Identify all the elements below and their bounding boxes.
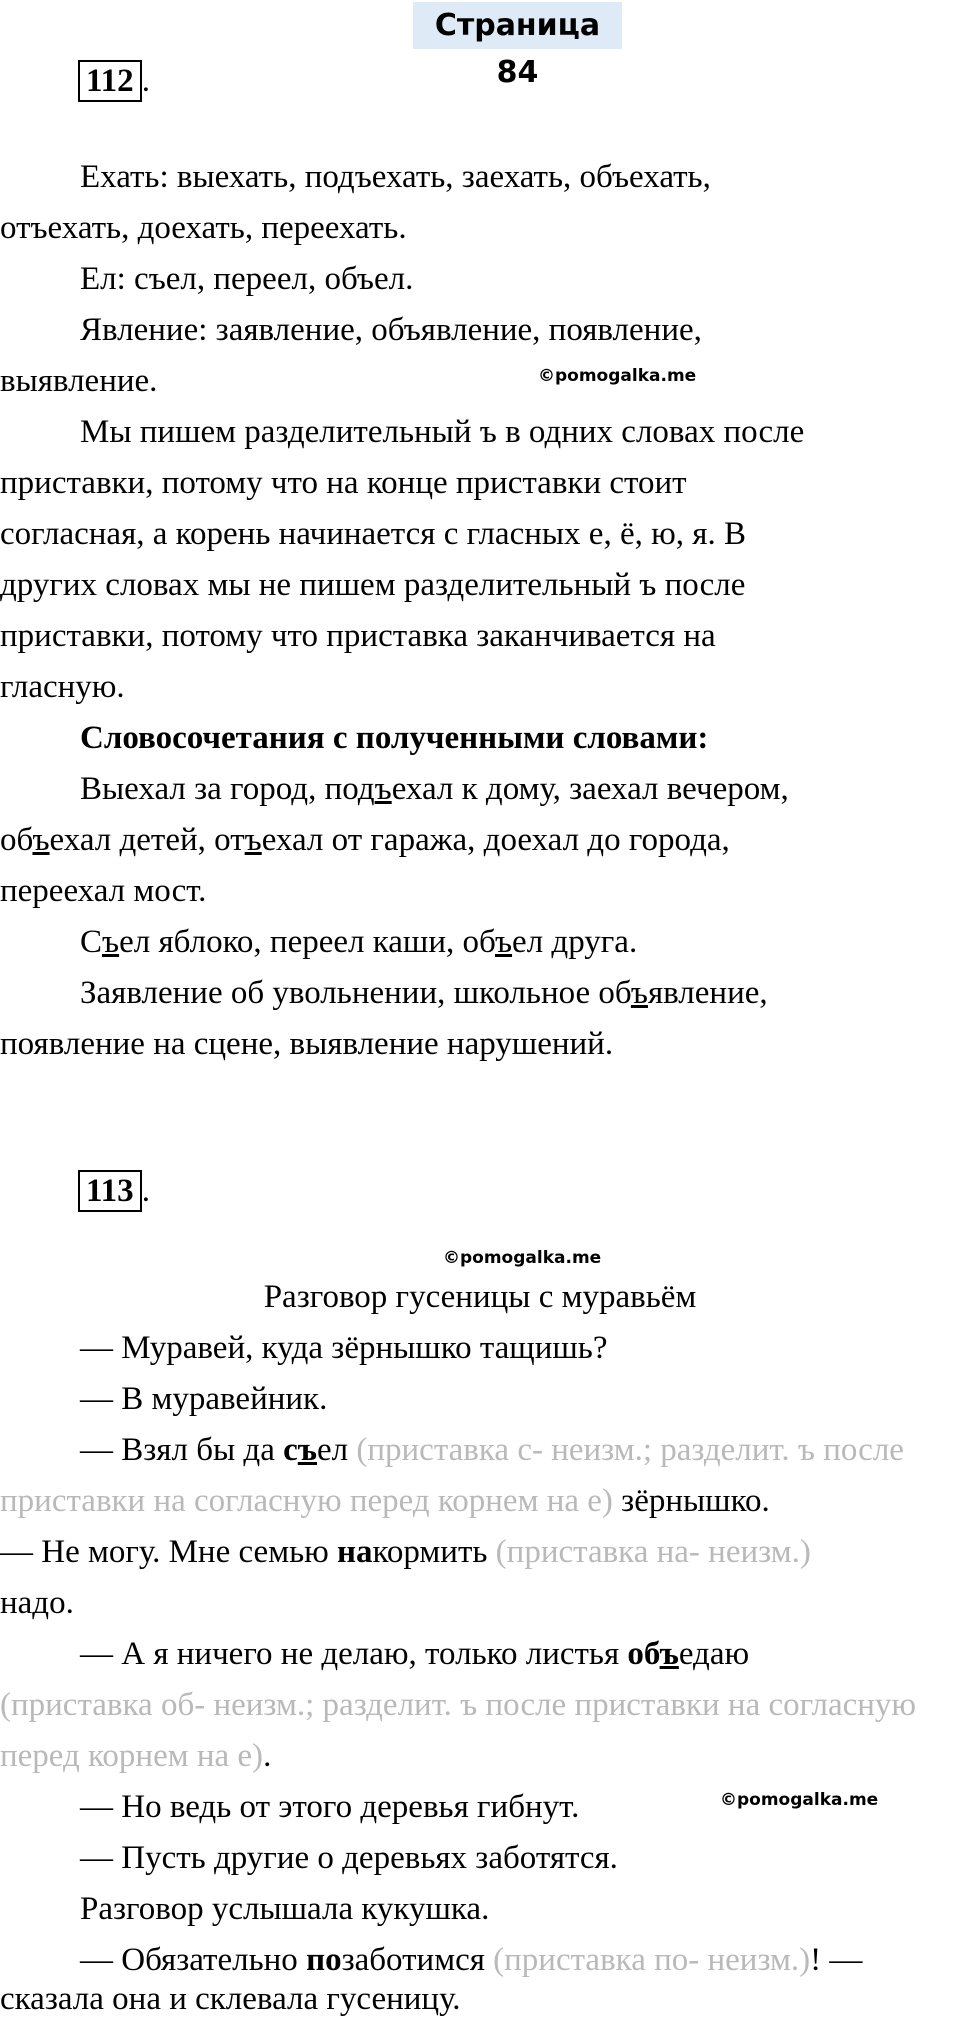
text-line: Ехать: выехать, подъехать, заехать, объехать, — [80, 159, 711, 195]
text-span: — Не могу. Мне семью — [0, 1534, 338, 1570]
prefix-bold: по — [306, 1942, 342, 1978]
text-span: — Взял бы да — [80, 1432, 284, 1468]
text-line: переехал мост. — [0, 873, 207, 909]
dialogue-line: — В муравейник. — [80, 1381, 328, 1417]
text-line: приставки, потому что приставка заканчивается на — [0, 618, 716, 654]
dialogue-line: надо. — [0, 1585, 74, 1621]
exercise-number-113 — [78, 1170, 150, 1212]
text-line: других словах мы не пишем разделительный ъ после — [0, 567, 746, 603]
dialogue-line: сказала она и склевала гусеницу. — [0, 1981, 461, 2017]
text-span: — Обязательно — [80, 1942, 307, 1978]
prefix-bold: на — [337, 1534, 373, 1570]
text-span: . — [263, 1738, 272, 1774]
hard-sign-underlined: ъ — [102, 924, 120, 960]
text-span: ехал к дому, заехал вечером, — [391, 771, 789, 807]
section-heading: Словосочетания с полученными словами: — [80, 720, 709, 756]
text-line: Ел: съел, переел, объел. — [80, 261, 414, 297]
text-span: Заявление об увольнении, школьное об — [80, 975, 631, 1011]
grammar-note: приставки на согласную перед корнем на е) — [0, 1483, 613, 1519]
exercise-number-box: 113 — [78, 1170, 142, 1212]
text-line: Мы пишем разделительный ъ в одних словах после — [80, 414, 805, 450]
hard-sign-underlined: ъ — [374, 771, 392, 807]
text-span: Выехал за город, под — [80, 771, 375, 807]
exercise-number-dot: . — [141, 1173, 150, 1209]
page-title: Страница 84 — [413, 2, 622, 49]
text-line: согласная, а корень начинается с гласных е, ё, ю, я. В — [0, 516, 746, 552]
dialogue-line — [0, 1425, 960, 1476]
watermark: ©pomogalka.me — [443, 1248, 602, 1268]
text-span: ел друга. — [512, 924, 638, 960]
dialogue-line: Разговор услышала кукушка. — [80, 1891, 490, 1927]
text-line: гласную. — [0, 669, 125, 705]
text-span: — А я ничего не делаю, только листья — [80, 1636, 628, 1672]
text-line — [0, 815, 960, 866]
dialogue-line: — Пусть другие о деревьях заботятся. — [80, 1840, 618, 1876]
text-line: выявление. — [0, 363, 158, 399]
text-span: явление, — [647, 975, 768, 1011]
text-span: ел — [317, 1432, 349, 1468]
hard-sign-underlined: ъ — [32, 822, 50, 858]
dialogue-line — [0, 1629, 960, 1680]
text-line: приставки, потому что на конце приставки стоит — [0, 465, 687, 501]
grammar-note: (приставка по- неизм.) — [484, 1942, 811, 1978]
text-span: ехал от гаража, доехал до города, — [261, 822, 730, 858]
dialogue-line — [0, 1527, 960, 1578]
prefix-bold: об — [627, 1636, 660, 1672]
dialogue-line: — Но ведь от этого деревья гибнут. — [80, 1789, 580, 1825]
dialogue-line — [0, 1731, 960, 1782]
exercise-number-dot: . — [141, 63, 150, 99]
text-line — [0, 917, 960, 968]
grammar-note: (приставка на- неизм.) — [487, 1534, 811, 1570]
hard-sign-underlined: ъ — [659, 1636, 679, 1672]
text-span: заботимся — [341, 1942, 485, 1978]
text-span: ел яблоко, переел каши, об — [119, 924, 495, 960]
hard-sign-underlined: ъ — [630, 975, 648, 1011]
text-span: С — [80, 924, 103, 960]
dialogue-line: — Муравей, куда зёрнышко тащишь? — [80, 1330, 608, 1366]
exercise-number-box: 112 — [78, 60, 142, 102]
hard-sign-underlined: ъ — [244, 822, 262, 858]
text-line: появление на сцене, выявление нарушений. — [0, 1026, 614, 1062]
text-span: едаю — [678, 1636, 750, 1672]
text-span: зёрнышко. — [612, 1483, 770, 1519]
text-line: отъехать, доехать, переехать. — [0, 210, 407, 246]
prefix-bold: с — [283, 1432, 298, 1468]
text-line: Явление: заявление, объявление, появление, — [80, 312, 702, 348]
text-line — [0, 968, 960, 1019]
text-line — [0, 764, 960, 815]
watermark: ©pomogalka.me — [538, 366, 697, 386]
exercise-number-112 — [78, 60, 150, 102]
hard-sign-underlined: ъ — [494, 924, 513, 960]
text-span: кормить — [372, 1534, 488, 1570]
grammar-note: перед корнем на е) — [0, 1738, 264, 1774]
grammar-note: (приставка об- неизм.; разделит. ъ после приставки на согласную — [0, 1687, 917, 1723]
text-span: ! — — [810, 1942, 863, 1978]
story-title: Разговор гусеницы с муравьём — [263, 1279, 697, 1315]
text-span: об — [0, 822, 33, 858]
dialogue-line — [0, 1476, 960, 1527]
grammar-note: (приставка с- неизм.; разделит. ъ после — [348, 1432, 904, 1468]
hard-sign-underlined: ъ — [297, 1432, 317, 1468]
watermark: ©pomogalka.me — [720, 1790, 879, 1810]
text-span: ехал детей, от — [49, 822, 245, 858]
